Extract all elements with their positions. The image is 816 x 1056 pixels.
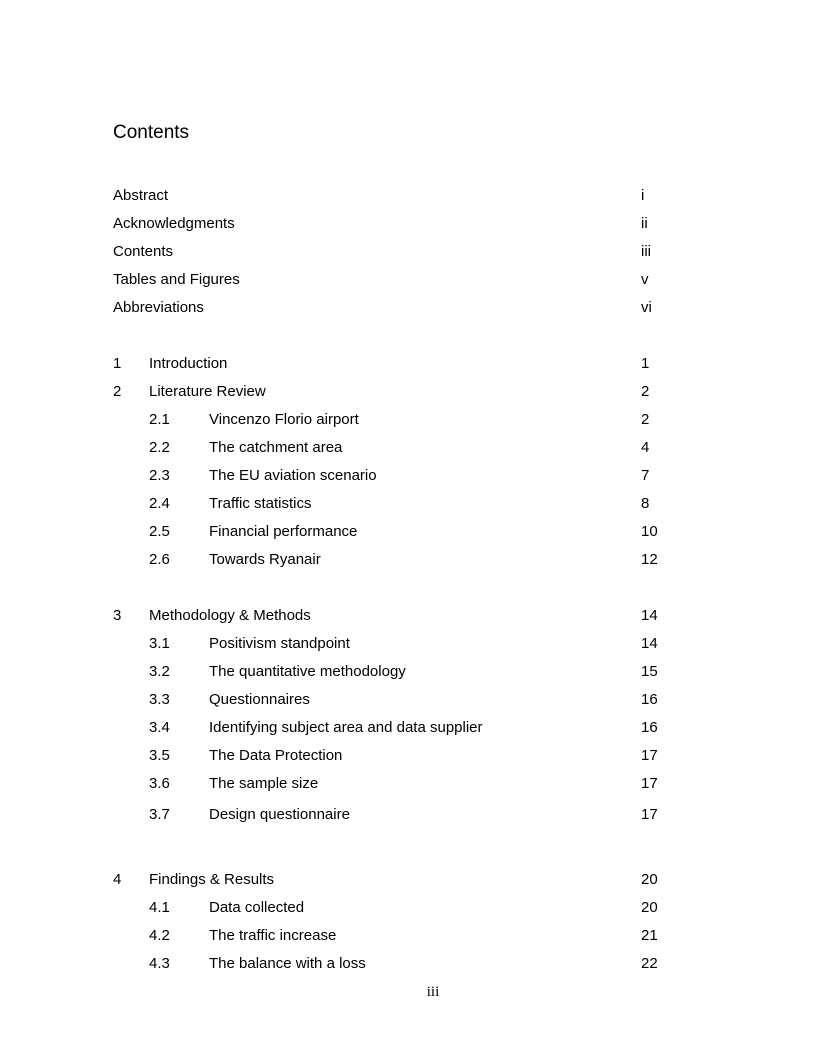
section-number: 3.2	[149, 663, 170, 680]
toc-entry-label: Tables and Figures	[113, 271, 240, 288]
section-page: 20	[641, 899, 658, 916]
page-number: iii	[426, 984, 440, 1000]
section-number: 2.6	[149, 551, 170, 568]
section-number: 3.6	[149, 775, 170, 792]
section-page: 2	[641, 411, 650, 428]
chapter-title: Methodology & Methods	[149, 607, 311, 624]
toc-entry-label: Abbreviations	[113, 299, 204, 316]
section-page: 15	[641, 663, 658, 680]
section-number: 3.1	[149, 635, 170, 652]
section-title: Identifying subject area and data supplier	[209, 719, 483, 736]
chapter-number: 1	[113, 355, 122, 372]
toc-entry-label: Contents	[113, 243, 174, 260]
section-number: 2.3	[149, 467, 170, 484]
section-page: 21	[641, 927, 658, 944]
chapter-page: 1	[641, 355, 650, 372]
section-page: 16	[641, 691, 658, 708]
section-number: 4.1	[149, 899, 170, 916]
chapter-page: 14	[641, 607, 658, 624]
section-number: 3.7	[149, 806, 170, 823]
chapter-number: 2	[113, 383, 122, 400]
section-title: The traffic increase	[209, 927, 337, 944]
chapter-title: Findings & Results	[149, 871, 275, 888]
section-title: Traffic statistics	[209, 495, 312, 512]
section-page: 22	[641, 955, 658, 972]
chapter-title: Introduction	[149, 355, 228, 372]
section-page: 8	[641, 495, 650, 512]
toc-heading: Contents	[113, 122, 190, 143]
section-title: Positivism standpoint	[209, 635, 350, 652]
section-page: 14	[641, 635, 658, 652]
section-title: The Data Protection	[209, 747, 343, 764]
section-title: The balance with a loss	[209, 955, 366, 972]
toc-entry-page: v	[641, 271, 649, 288]
section-number: 2.4	[149, 495, 170, 512]
section-number: 2.1	[149, 411, 170, 428]
section-title: Towards Ryanair	[209, 551, 321, 568]
chapter-page: 20	[641, 871, 658, 888]
chapter-title: Literature Review	[149, 383, 266, 400]
section-page: 10	[641, 523, 658, 540]
toc-entry-page: vi	[641, 299, 652, 316]
toc-entry-label: Acknowledgments	[113, 215, 235, 232]
section-title: Questionnaires	[209, 691, 310, 708]
section-number: 2.5	[149, 523, 170, 540]
section-title: The catchment area	[209, 439, 343, 456]
toc-entry-page: i	[641, 187, 645, 204]
section-page: 4	[641, 439, 650, 456]
section-page: 12	[641, 551, 658, 568]
section-title: Vincenzo Florio airport	[209, 411, 359, 428]
section-title: The sample size	[209, 775, 319, 792]
section-title: Data collected	[209, 899, 305, 916]
toc-entry-page: iii	[641, 243, 651, 260]
section-title: The quantitative methodology	[209, 663, 406, 680]
section-page: 17	[641, 806, 658, 823]
section-page: 7	[641, 467, 650, 484]
toc-entry-page: ii	[641, 215, 648, 232]
section-title: The EU aviation scenario	[209, 467, 377, 484]
section-number: 3.4	[149, 719, 170, 736]
chapter-number: 4	[113, 871, 122, 888]
section-number: 4.3	[149, 955, 170, 972]
section-number: 4.2	[149, 927, 170, 944]
section-title: Design questionnaire	[209, 806, 350, 823]
section-number: 3.3	[149, 691, 170, 708]
section-title: Financial performance	[209, 523, 358, 540]
section-page: 17	[641, 775, 658, 792]
toc-entry-label: Abstract	[113, 187, 169, 204]
section-number: 3.5	[149, 747, 170, 764]
section-page: 17	[641, 747, 658, 764]
section-page: 16	[641, 719, 658, 736]
chapter-page: 2	[641, 383, 650, 400]
section-number: 2.2	[149, 439, 170, 456]
chapter-number: 3	[113, 607, 122, 624]
